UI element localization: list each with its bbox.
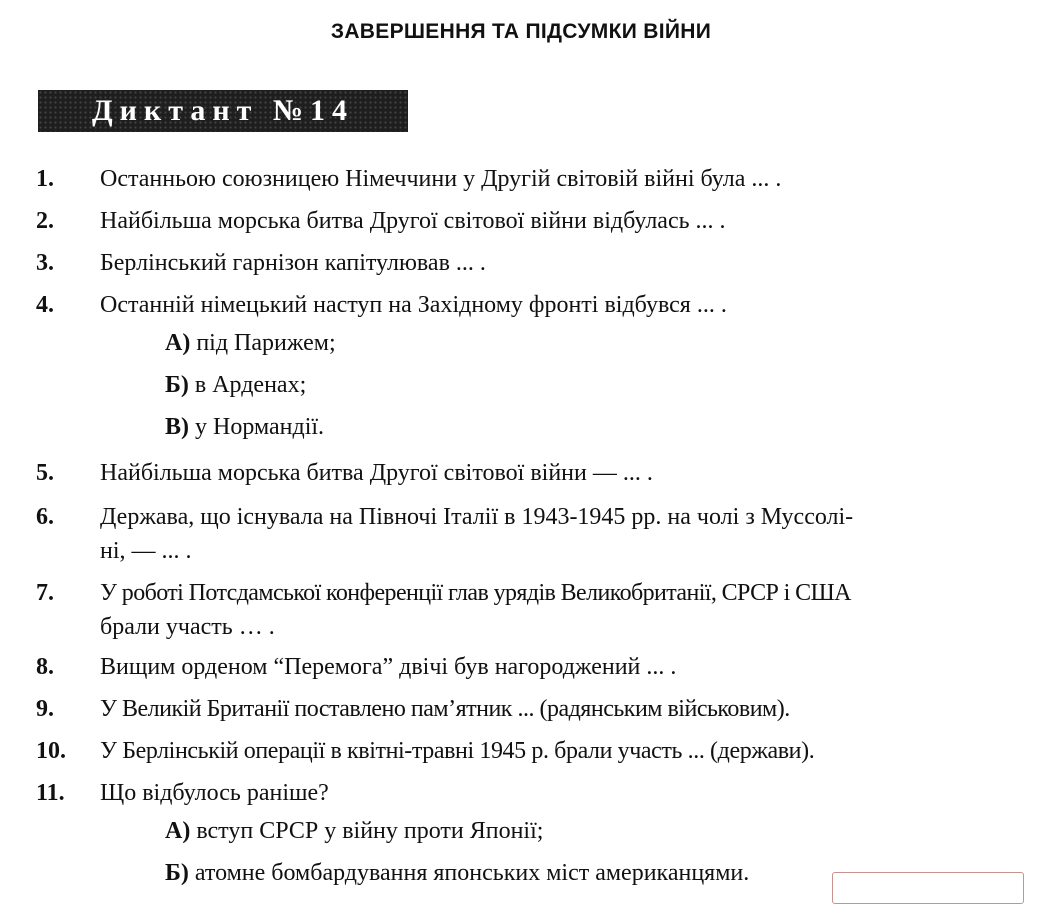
question-text-continued: брали участь … .	[100, 614, 275, 640]
dictation-label: Диктант №14	[92, 94, 354, 127]
question-number: 11.	[36, 780, 65, 806]
chapter-title: ЗАВЕРШЕННЯ ТА ПІДСУМКИ ВІЙНИ	[330, 20, 712, 43]
option-letter: В)	[165, 414, 189, 440]
question-text: Берлінський гарнізон капітулював ... .	[100, 250, 486, 276]
question-number: 7.	[36, 580, 54, 606]
answer-option	[165, 818, 543, 845]
answer-option	[165, 372, 306, 399]
question-text: У роботі Потсдамської конференції глав урядів Великобританії, СРСР і США	[100, 580, 851, 606]
question-number: 8.	[36, 654, 54, 680]
option-text: під Парижем;	[196, 330, 336, 356]
answer-option	[165, 330, 336, 357]
question-text: У Берлінській операції в квітні-травні 1945 р. брали участь ... (держави).	[100, 738, 815, 764]
question-text-continued: ні, — ... .	[100, 538, 192, 564]
option-text: в Арденах;	[194, 372, 307, 398]
option-letter: Б)	[165, 860, 189, 886]
question-text: Що відбулось раніше?	[100, 780, 329, 806]
option-letter: Б)	[165, 372, 189, 398]
option-letter: А)	[165, 818, 191, 844]
question-text: Найбільша морська битва Другої світової війни — ... .	[100, 460, 653, 486]
question-number: 10.	[36, 738, 66, 764]
option-text: у Нормандії.	[195, 414, 325, 440]
answer-option	[165, 414, 324, 441]
question-number: 2.	[36, 208, 54, 234]
question-text: Вищим орденом “Перемога” двічі був нагороджений ... .	[100, 654, 677, 680]
dictation-banner	[38, 90, 408, 132]
option-letter: А)	[165, 330, 191, 356]
question-number: 3.	[36, 250, 54, 276]
question-text: Останній німецький наступ на Західному фронті відбувся ... .	[100, 292, 727, 318]
option-text: вступ СРСР у війну проти Японії;	[196, 818, 544, 844]
question-number: 5.	[36, 460, 54, 486]
corner-stamp-outline	[832, 872, 1024, 904]
question-number: 6.	[36, 504, 54, 530]
question-text: Останньою союзницею Німеччини у Другій світовій війні була ... .	[100, 166, 782, 192]
answer-option	[165, 860, 749, 887]
question-number: 1.	[36, 166, 54, 192]
question-number: 9.	[36, 696, 54, 722]
question-number: 4.	[36, 292, 54, 318]
option-text: атомне бомбардування японських міст американцями.	[194, 860, 750, 886]
question-text: Найбільша морська битва Другої світової війни відбулась ... .	[100, 208, 726, 234]
question-text: У Великій Британії поставлено пам’ятник ... (радянським військовим).	[100, 696, 790, 722]
question-text: Держава, що існувала на Півночі Італії в 1943-1945 рр. на чолі з Муссолі-	[100, 504, 854, 530]
